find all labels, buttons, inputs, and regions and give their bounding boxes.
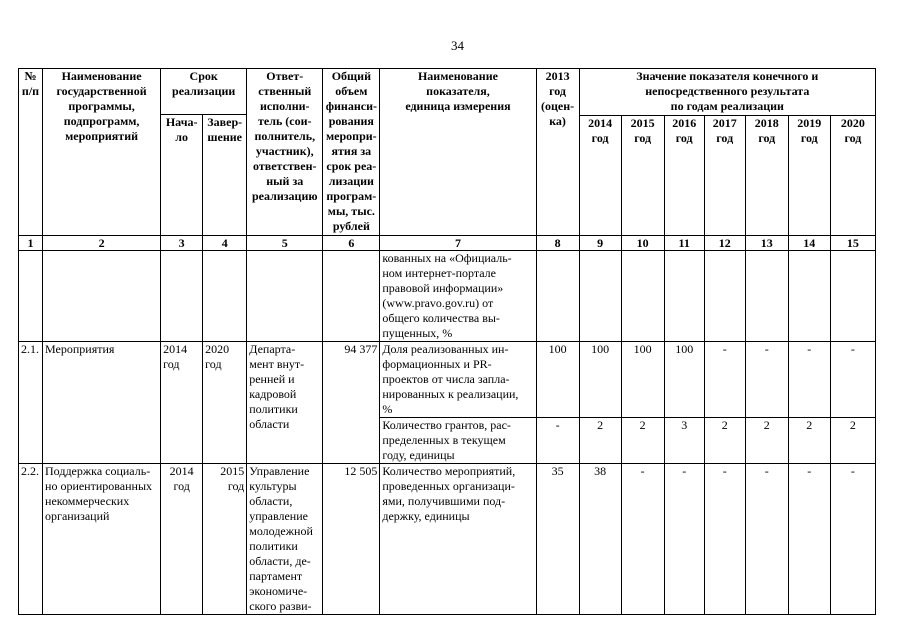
row-name: Поддержка социаль- но ориентированных некоммерческих организаций (43, 463, 161, 614)
value-2017: - (704, 463, 745, 614)
row-start: 2014 год (161, 463, 203, 614)
header-year-2016: 2016 год (664, 115, 704, 235)
value-2015: 100 (621, 341, 664, 417)
page-number: 34 (451, 38, 464, 53)
value-2020: - (830, 341, 875, 417)
header-funding: Общий объем финанси- рования меропри- ятия за срок реа- лизации програм- мы, тыс. рублей (323, 69, 380, 236)
value-2016: - (664, 463, 704, 614)
value-2019: 2 (788, 417, 830, 463)
header-responsible: Ответ- ственный исполни- тель (сои- полнитель, участник), ответствен- ный за реализацию (247, 69, 323, 236)
value-2019: - (788, 341, 830, 417)
value-2014: 2 (579, 417, 621, 463)
indicator-cell: Доля реализованных ин- формационных и PR- проектов от числа запла- нированных к реализации, % (380, 341, 536, 417)
value-2020: - (830, 463, 875, 614)
col-number: 5 (247, 235, 323, 250)
header-period: Срок реализации (161, 69, 247, 115)
col-number: 13 (745, 235, 788, 250)
row-funding: 94 377 (323, 341, 380, 463)
col-number: 11 (664, 235, 704, 250)
value-2020: 2 (830, 417, 875, 463)
value-2013: 100 (536, 341, 579, 417)
col-number: 2 (43, 235, 161, 250)
value-2017: 2 (704, 417, 745, 463)
column-numbers-row (19, 235, 876, 250)
row-responsible: Департа- мент внут- ренней и кадровой политики области (247, 341, 323, 463)
table-row (19, 463, 876, 614)
header-row (19, 69, 876, 115)
header-indicator: Наименование показателя, единица измерения (380, 69, 536, 236)
program-table (18, 68, 876, 615)
row-end: 2020 год (203, 341, 247, 463)
row-name: Мероприятия (43, 341, 161, 463)
header-year-2018: 2018 год (745, 115, 788, 235)
col-number: 8 (536, 235, 579, 250)
col-number: 3 (161, 235, 203, 250)
value-2015: - (621, 463, 664, 614)
col-number: 1 (19, 235, 43, 250)
value-2016: 3 (664, 417, 704, 463)
table-row (19, 341, 876, 417)
row-number: 2.1. (19, 341, 43, 463)
header-num: № п/п (19, 69, 43, 236)
header-2013: 2013 год (оцен- ка) (536, 69, 579, 236)
value-2014: 38 (579, 463, 621, 614)
col-number: 6 (323, 235, 380, 250)
header-year-2020: 2020 год (830, 115, 875, 235)
value-2016: 100 (664, 341, 704, 417)
value-2013: - (536, 417, 579, 463)
col-number: 12 (704, 235, 745, 250)
row-responsible: Управление культуры области, управление молодежной политики области, де- партамент экономиче- ского разви- (247, 463, 323, 614)
col-number: 14 (788, 235, 830, 250)
col-number: 4 (203, 235, 247, 250)
header-start: Нача- ло (161, 114, 203, 235)
indicator-cell: кованных на «Официаль- ном интернет-портале правовой информации» (www.pravo.gov.ru) от общего количества вы- пущенных, % (380, 250, 536, 341)
header-name: Наименование государственной программы, подпрограмм, мероприятий (43, 69, 161, 236)
table-row (19, 250, 876, 341)
row-number: 2.2. (19, 463, 43, 614)
indicator-cell: Количество грантов, рас- пределенных в текущем году, единицы (380, 417, 536, 463)
header-year-2017: 2017 год (704, 115, 745, 235)
header-year-2015: 2015 год (621, 115, 664, 235)
value-2017: - (704, 341, 745, 417)
row-start: 2014 год (161, 341, 203, 463)
row-end: 2015 год (203, 463, 247, 614)
value-2019: - (788, 463, 830, 614)
row-funding: 12 505 (323, 463, 380, 614)
header-values-title: Значение показателя конечного и непосредственного результата по годам реализации (579, 69, 875, 115)
col-number: 10 (621, 235, 664, 250)
value-2015: 2 (621, 417, 664, 463)
value-2018: - (745, 341, 788, 417)
value-2018: - (745, 463, 788, 614)
header-year-2019: 2019 год (788, 115, 830, 235)
col-number: 7 (380, 235, 536, 250)
value-2014: 100 (579, 341, 621, 417)
value-2018: 2 (745, 417, 788, 463)
value-2013: 35 (536, 463, 579, 614)
col-number: 15 (830, 235, 875, 250)
col-number: 9 (579, 235, 621, 250)
header-end: Завер- шение (203, 114, 247, 235)
indicator-cell: Количество мероприятий, проведенных организаци- ями, получившими под- держку, единицы (380, 463, 536, 614)
header-year-2014: 2014 год (579, 115, 621, 235)
